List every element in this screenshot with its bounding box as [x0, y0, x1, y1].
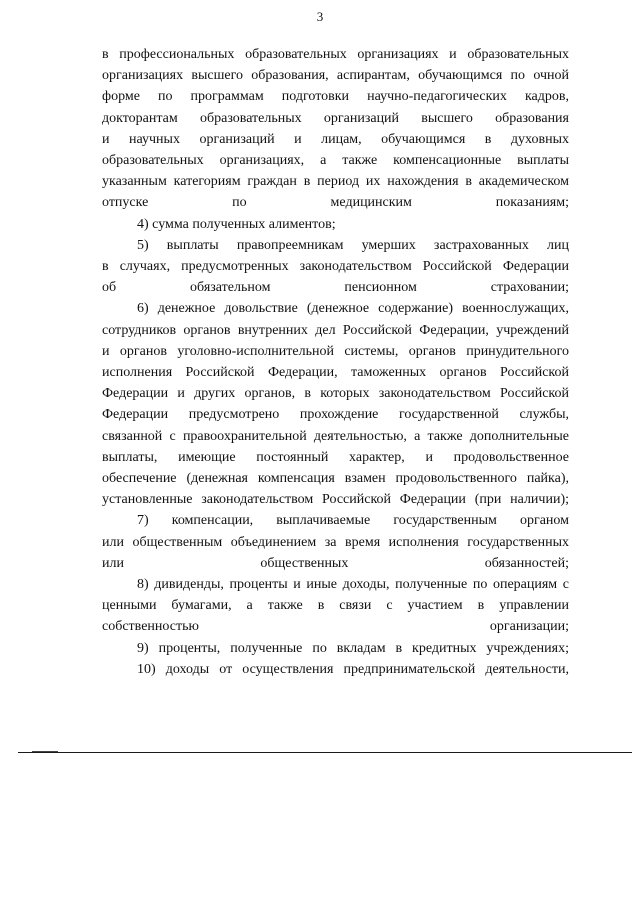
paragraph-item-5: 5) выплаты правопреемникам умерших застрахованных лиц в случаях, предусмотренных законодательством Российской Федерации об обязательном пенсионном страховании;	[102, 237, 569, 296]
paragraph-item-8: 8) дивиденды, проценты и иные доходы, полученные по операциям с ценными бумагами, а также в связи с участием в управлении собственностью организации;	[102, 577, 569, 635]
page-number: 3	[316, 9, 324, 24]
document-body	[102, 44, 569, 680]
paragraph-item-9: 9) проценты, полученные по вкладам в кредитных учреждениях;	[137, 640, 569, 656]
paragraph-item-7: 7) компенсации, выплачиваемые государственным органом или общественным объединением за время исполнения государственных или общественных обязанностей;	[102, 513, 569, 571]
paragraph-continuation: в профессиональных образовательных организациях и образовательных организациях высшего образования, аспирантам, обучающимся по очной форме по программам подготовки научно-педагогических кадров, докторантам образовательных организаций высшего образования и научных организаций и лицам, обучающимся в духовных образовательных организациях, а также компенсационные выплаты указанным категориям граждан в период их нахождения в академическом отпуске по медицинским показаниям;	[102, 47, 569, 211]
page-bottom-rule	[18, 752, 632, 753]
paragraph-item-6: 6) денежное довольствие (денежное содержание) военнослужащих, сотрудников органов внутренних дел Российской Федерации, учреждений и органов уголовно-исполнительной системы, органов принудительного исполнения Российской Федерации, таможенных органов Российской Федерации и других органов, в которых законодательством Российской Федерации предусмотрено прохождение государственной службы, связанной с правоохранительной деятельностью, а также дополнительные выплаты, имеющие постоянный характер, и продовольственное обеспечение (денежная компенсация взамен продовольственного пайка), установленные законодательством Российской Федерации (при наличии);	[102, 301, 569, 508]
paragraph-item-4: 4) сумма полученных алиментов;	[137, 216, 336, 232]
paragraph-item-10: 10) доходы от осуществления предпринимательской деятельности,	[137, 661, 569, 677]
